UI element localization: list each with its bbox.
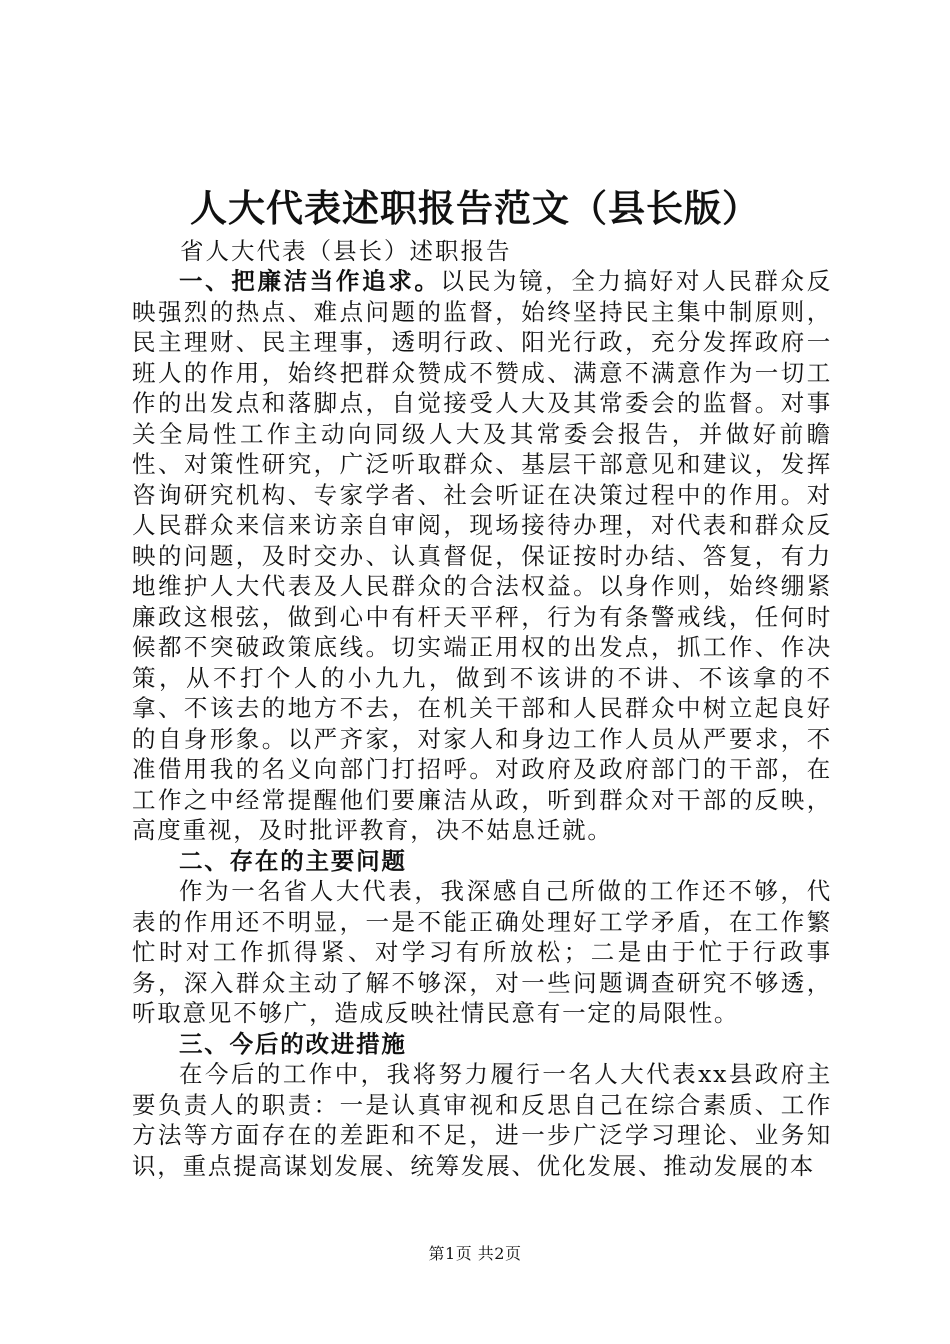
document-title: 人大代表述职报告范文（县长版） xyxy=(190,187,760,230)
section-2-paragraph: 作为一名省人大代表，我深感自己所做的工作还不够，代表的作用还不明显，一是不能正确处理好工学矛盾，在工作繁忙时对工作抓得紧、对学习有所放松；二是由于忙于行政事务，深入群众主动了解不够深，对一些问题调查研究不够透，听取意见不够广，造成反映社情民意有一定的局限性。 xyxy=(132,877,832,1027)
section-2-heading: 二、存在的主要问题 xyxy=(179,846,407,875)
document-subtitle: 省人大代表（县长）述职报告 xyxy=(180,237,512,265)
page-footer: 第1页 共2页 xyxy=(428,1244,522,1263)
section-3-heading: 三、今后的改进措施 xyxy=(179,1029,407,1058)
section-1-text: 以民为镜，全力搞好对人民群众反映强烈的热点、难点问题的监督，始终坚持民主集中制原则，民主理财、民主理事，透明行政、阳光行政，充分发挥政府一班人的作用，始终把群众赞成不赞成、满意不满意作为一切工作的出发点和落脚点，自觉接受人大及其常委会的监督。对事关全局性工作主动向同级人大及其常委会报告，并做好前瞻性、对策性研究，广泛听取群众、基层干部意见和建议，发挥咨询研究机构、专家学者、社会听证在决策过程中的作用。对人民群众来信来访亲自审阅，现场接待办理，对代表和群众反映的问题，及时交办、认真督促，保证按时办结、答复，有力地维护人大代表及人民群众的合法权益。以身作则，始终绷紧廉政这根弦，做到心中有杆天平秤，行为有条警戒线，任何时候都不突破政策底线。切实端正用权的出发点，抓工作、作决策，从不打个人的小九九，做到不该讲的不讲、不该拿的不拿、不该去的地方不去，在机关干部和人民群众中树立起良好的自身形象。以严齐家，对家人和身边工作人员从严要求，不准借用我的名义向部门打招呼。对政府及政府部门的干部，在工作之中经常提醒他们要廉洁从政，听到群众对干部的反映，高度重视，及时批评教育，决不姑息迁就。 xyxy=(132,267,833,844)
section-1-heading: 一、把廉洁当作追求。 xyxy=(179,267,441,295)
document-body xyxy=(132,266,832,1181)
section-3-paragraph: 在今后的工作中，我将努力履行一名人大代表xx县政府主要负责人的职责：一是认真审视和反思自己在综合素质、工作方法等方面存在的差距和不足，进一步广泛学习理论、业务知识，重点提高谋划发展、统筹发展、优化发展、推动发展的本 xyxy=(132,1060,832,1180)
section-1-paragraph xyxy=(132,266,832,846)
